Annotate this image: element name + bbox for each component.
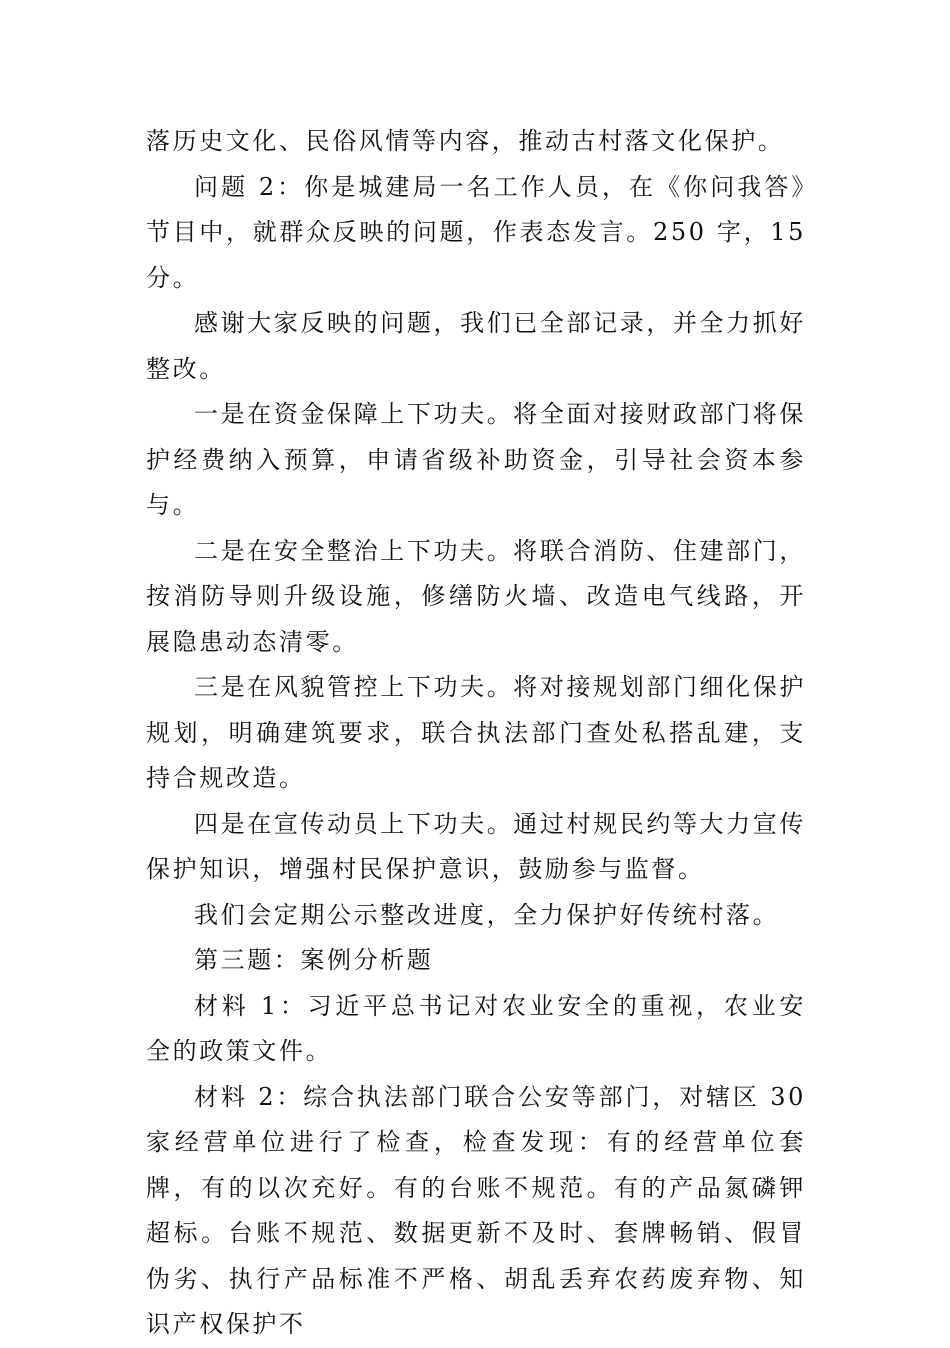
- paragraph-point-3: 三是在风貌管控上下功夫。将对接规划部门细化保护规划，明确建筑要求，联合执法部门查处私搭乱建，支持合规改造。: [146, 673, 806, 792]
- paragraph-continuation: 落历史文化、民俗风情等内容，推动古村落文化保护。: [146, 127, 785, 155]
- paragraph-material-1: 材料 1：习近平总书记对农业安全的重视，农业安全的政策文件。: [146, 991, 806, 1065]
- paragraph-material-2: 材料 2：综合执法部门联合公安等部门，对辖区 30 家经营单位进行了检查，检查发现：有的经营单位套牌，有的以次充好。有的台账不规范。有的产品氮磷钾超标。台账不规范、数据更新不及时、套牌畅销、假冒伪劣、执行产品标准不严格、胡乱丢弃农药废弃物、知识产权保护不: [146, 1082, 806, 1338]
- paragraph-point-2: 二是在安全整治上下功夫。将联合消防、住建部门，按消防导则升级设施，修缮防火墙、改造电气线路，开展隐患动态清零。: [146, 536, 806, 656]
- paragraph-point-4: 四是在宣传动员上下功夫。通过村规民约等大力宣传保护知识，增强村民保护意识，鼓励参与监督。: [146, 809, 806, 883]
- paragraph-response-closing: 我们会定期公示整改进度，全力保护好传统村落。: [194, 900, 780, 929]
- paragraph-response-intro: 感谢大家反映的问题，我们已全部记录，并全力抓好整改。: [146, 309, 806, 383]
- section-heading-question-3: 第三题：案例分析题: [194, 946, 434, 974]
- document-body: [146, 119, 806, 1348]
- paragraph-point-1: 一是在资金保障上下功夫。将全面对接财政部门将保护经费纳入预算，申请省级补助资金，引导社会资本参与。: [146, 400, 806, 519]
- paragraph-question-2: 问题 2：你是城建局一名工作人员，在《你问我答》节目中，就群众反映的问题，作表态发言。250 字，15 分。: [146, 172, 806, 292]
